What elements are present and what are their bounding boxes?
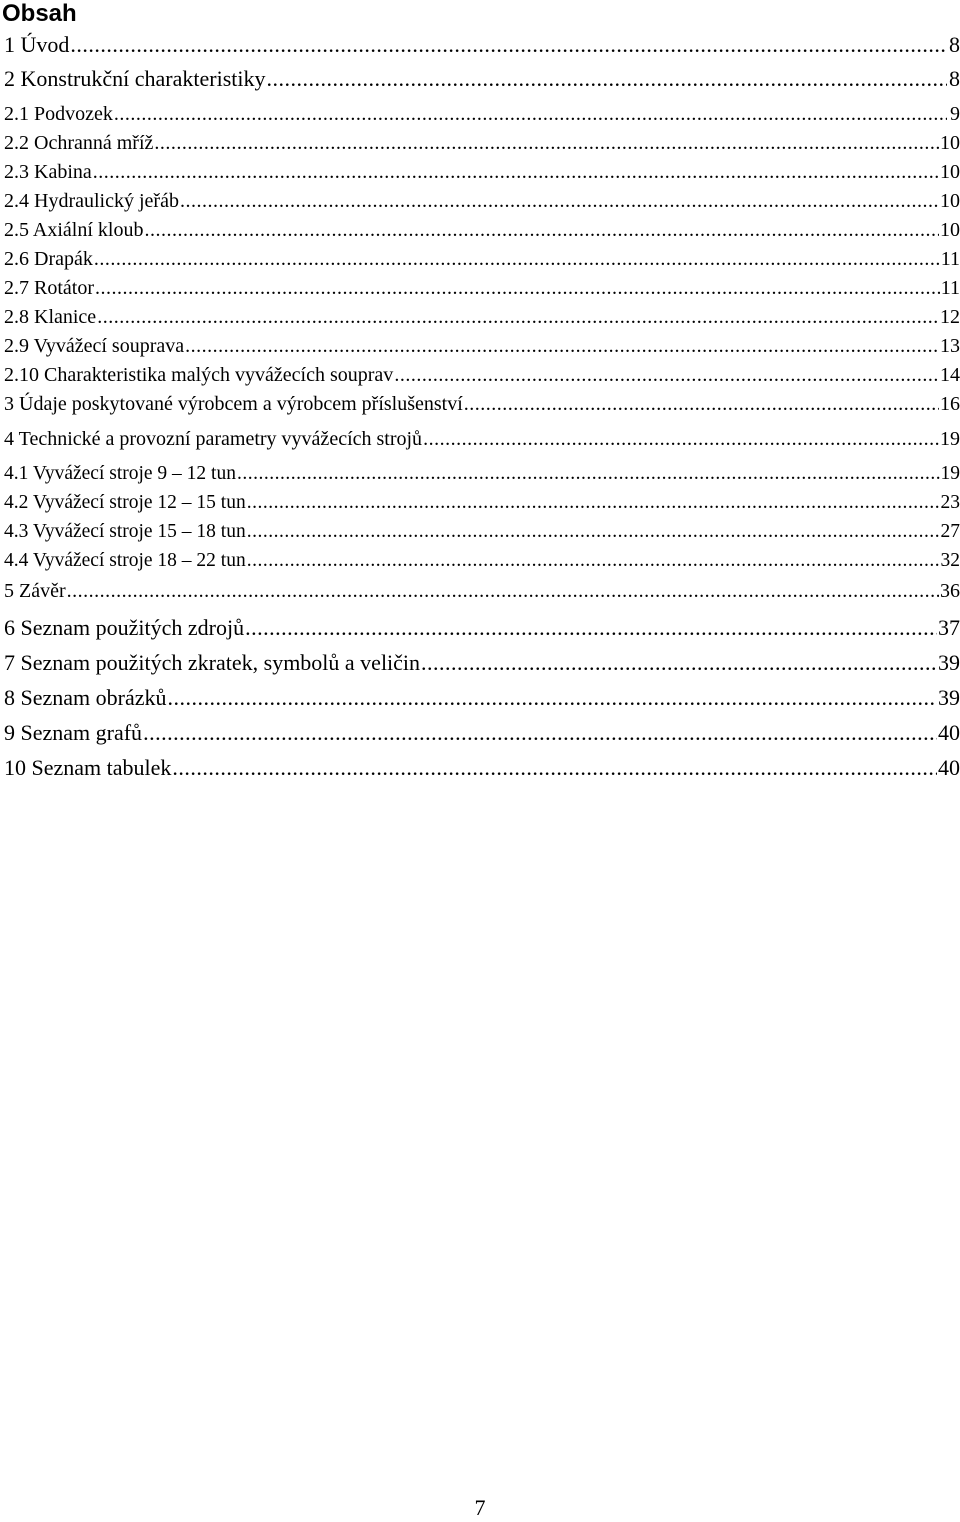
toc-entry-konstrukcni-charakteristiky[interactable] [4, 65, 960, 93]
toc-entry-rotator[interactable] [4, 275, 960, 301]
dot-leader [94, 246, 940, 272]
toc-entry-vyvazeci-stroje-9-12[interactable] [4, 461, 960, 487]
toc-entry-title: 10 Seznam tabulek [4, 754, 171, 782]
toc-entry-title: 2.6 Drapák [4, 246, 93, 272]
dot-leader [95, 275, 940, 301]
page-number: 7 [0, 1494, 960, 1522]
toc-entry-kabina[interactable] [4, 159, 960, 185]
dot-leader [423, 426, 939, 452]
dot-leader [93, 159, 939, 185]
toc-entry-vyvazeci-stroje-12-15[interactable] [4, 490, 960, 516]
toc-entry-seznam-tabulek[interactable] [4, 754, 960, 782]
toc-entry-vyvazeci-stroje-18-22[interactable] [4, 548, 960, 574]
toc-entry-udaje-vyrobce[interactable] [4, 391, 960, 417]
toc-entry-title: 5 Závěr [4, 578, 66, 604]
toc-entry-page: 10 [940, 188, 960, 214]
toc-entry-page: 8 [948, 31, 960, 59]
dot-leader [247, 548, 940, 574]
dot-leader [172, 754, 937, 782]
toc-entry-page: 8 [948, 65, 960, 93]
dot-leader [154, 130, 939, 156]
toc-entry-page: 19 [941, 461, 960, 487]
toc-entry-title: 2.2 Ochranná mříž [4, 130, 153, 156]
dot-leader [168, 684, 938, 712]
toc-entry-page: 13 [940, 333, 960, 359]
toc-entry-title: 4.2 Vyvážecí stroje 12 – 15 tun [4, 490, 246, 516]
toc-entry-title: 4.1 Vyvážecí stroje 9 – 12 tun [4, 461, 236, 487]
toc-entry-page: 40 [938, 754, 960, 782]
toc-entry-technicke-parametry[interactable] [4, 426, 960, 452]
toc-entry-hydraulicky-jerab[interactable] [4, 188, 960, 214]
toc-entry-page: 11 [941, 275, 960, 301]
toc-entry-page: 27 [941, 519, 960, 545]
toc-entry-ochranna-mriz[interactable] [4, 130, 960, 156]
toc-entry-title: 7 Seznam použitých zkratek, symbolů a veličin [4, 649, 420, 677]
toc-heading: Obsah [2, 0, 77, 29]
dot-leader [70, 31, 947, 59]
toc-entry-page: 10 [940, 130, 960, 156]
toc-entry-title: 4 Technické a provozní parametry vyvážecích strojů [4, 426, 422, 452]
toc-entry-title: 2.7 Rotátor [4, 275, 94, 301]
toc-entry-title: 6 Seznam použitých zdrojů [4, 614, 244, 642]
toc-entry-page: 14 [940, 362, 960, 388]
toc-entry-page: 37 [938, 614, 960, 642]
toc-entry-klanice[interactable] [4, 304, 960, 330]
dot-leader [180, 188, 939, 214]
toc-entry-page: 11 [941, 246, 960, 272]
toc-entry-title: 8 Seznam obrázků [4, 684, 167, 712]
toc-entry-axialni-kloub[interactable] [4, 217, 960, 243]
dot-leader [185, 333, 939, 359]
toc-entry-page: 19 [940, 426, 960, 452]
dot-leader [247, 519, 940, 545]
toc-entry-title: 4.3 Vyvážecí stroje 15 – 18 tun [4, 519, 246, 545]
toc-entry-title: 4.4 Vyvážecí stroje 18 – 22 tun [4, 548, 246, 574]
dot-leader [237, 461, 940, 487]
toc-entry-page: 39 [938, 649, 960, 677]
toc-entry-title: 2.1 Podvozek [4, 101, 113, 127]
toc-entry-zaver[interactable] [4, 578, 960, 604]
dot-leader [143, 719, 937, 747]
toc-entry-title: 9 Seznam grafů [4, 719, 142, 747]
toc-entry-vyvazeci-stroje-15-18[interactable] [4, 519, 960, 545]
toc-entry-vyvazeci-souprava[interactable] [4, 333, 960, 359]
toc-entry-title: 2 Konstrukční charakteristiky [4, 65, 266, 93]
toc-entry-podvozek[interactable] [4, 101, 960, 127]
toc-entry-title: 2.9 Vyvážecí souprava [4, 333, 184, 359]
toc-entry-drapak[interactable] [4, 246, 960, 272]
dot-leader [97, 304, 939, 330]
toc-entry-seznam-zkratek[interactable] [4, 649, 960, 677]
toc-entry-page: 36 [940, 578, 960, 604]
toc-entry-title: 2.10 Charakteristika malých vyvážecích souprav [4, 362, 393, 388]
toc-entry-seznam-zdroju[interactable] [4, 614, 960, 642]
toc-entry-title: 2.5 Axiální kloub [4, 217, 143, 243]
dot-leader [67, 578, 939, 604]
toc-entry-page: 12 [940, 304, 960, 330]
toc-entry-page: 10 [940, 217, 960, 243]
toc-entry-page: 10 [940, 159, 960, 185]
dot-leader [247, 490, 940, 516]
toc-entry-seznam-obrazku[interactable] [4, 684, 960, 712]
dot-leader [464, 391, 939, 417]
dot-leader [114, 101, 947, 127]
dot-leader [267, 65, 948, 93]
dot-leader [394, 362, 939, 388]
dot-leader [245, 614, 937, 642]
toc-entry-seznam-grafu[interactable] [4, 719, 960, 747]
toc-entry-title: 3 Údaje poskytované výrobcem a výrobcem příslušenství [4, 391, 463, 417]
toc-entry-page: 32 [941, 548, 960, 574]
toc-entry-title: 1 Úvod [4, 31, 69, 59]
toc-entry-page: 23 [941, 490, 960, 516]
toc-entry-page: 40 [938, 719, 960, 747]
toc-entry-page: 16 [940, 391, 960, 417]
toc-entry-title: 2.3 Kabina [4, 159, 92, 185]
toc-entry-title: 2.4 Hydraulický jeřáb [4, 188, 179, 214]
toc-entry-page: 9 [948, 101, 960, 127]
toc-entry-title: 2.8 Klanice [4, 304, 96, 330]
toc-entry-page: 39 [938, 684, 960, 712]
dot-leader [144, 217, 939, 243]
toc-entry-charakteristika-malych-souprav[interactable] [4, 362, 960, 388]
toc-entry-uvod[interactable] [4, 31, 960, 59]
dot-leader [421, 649, 937, 677]
